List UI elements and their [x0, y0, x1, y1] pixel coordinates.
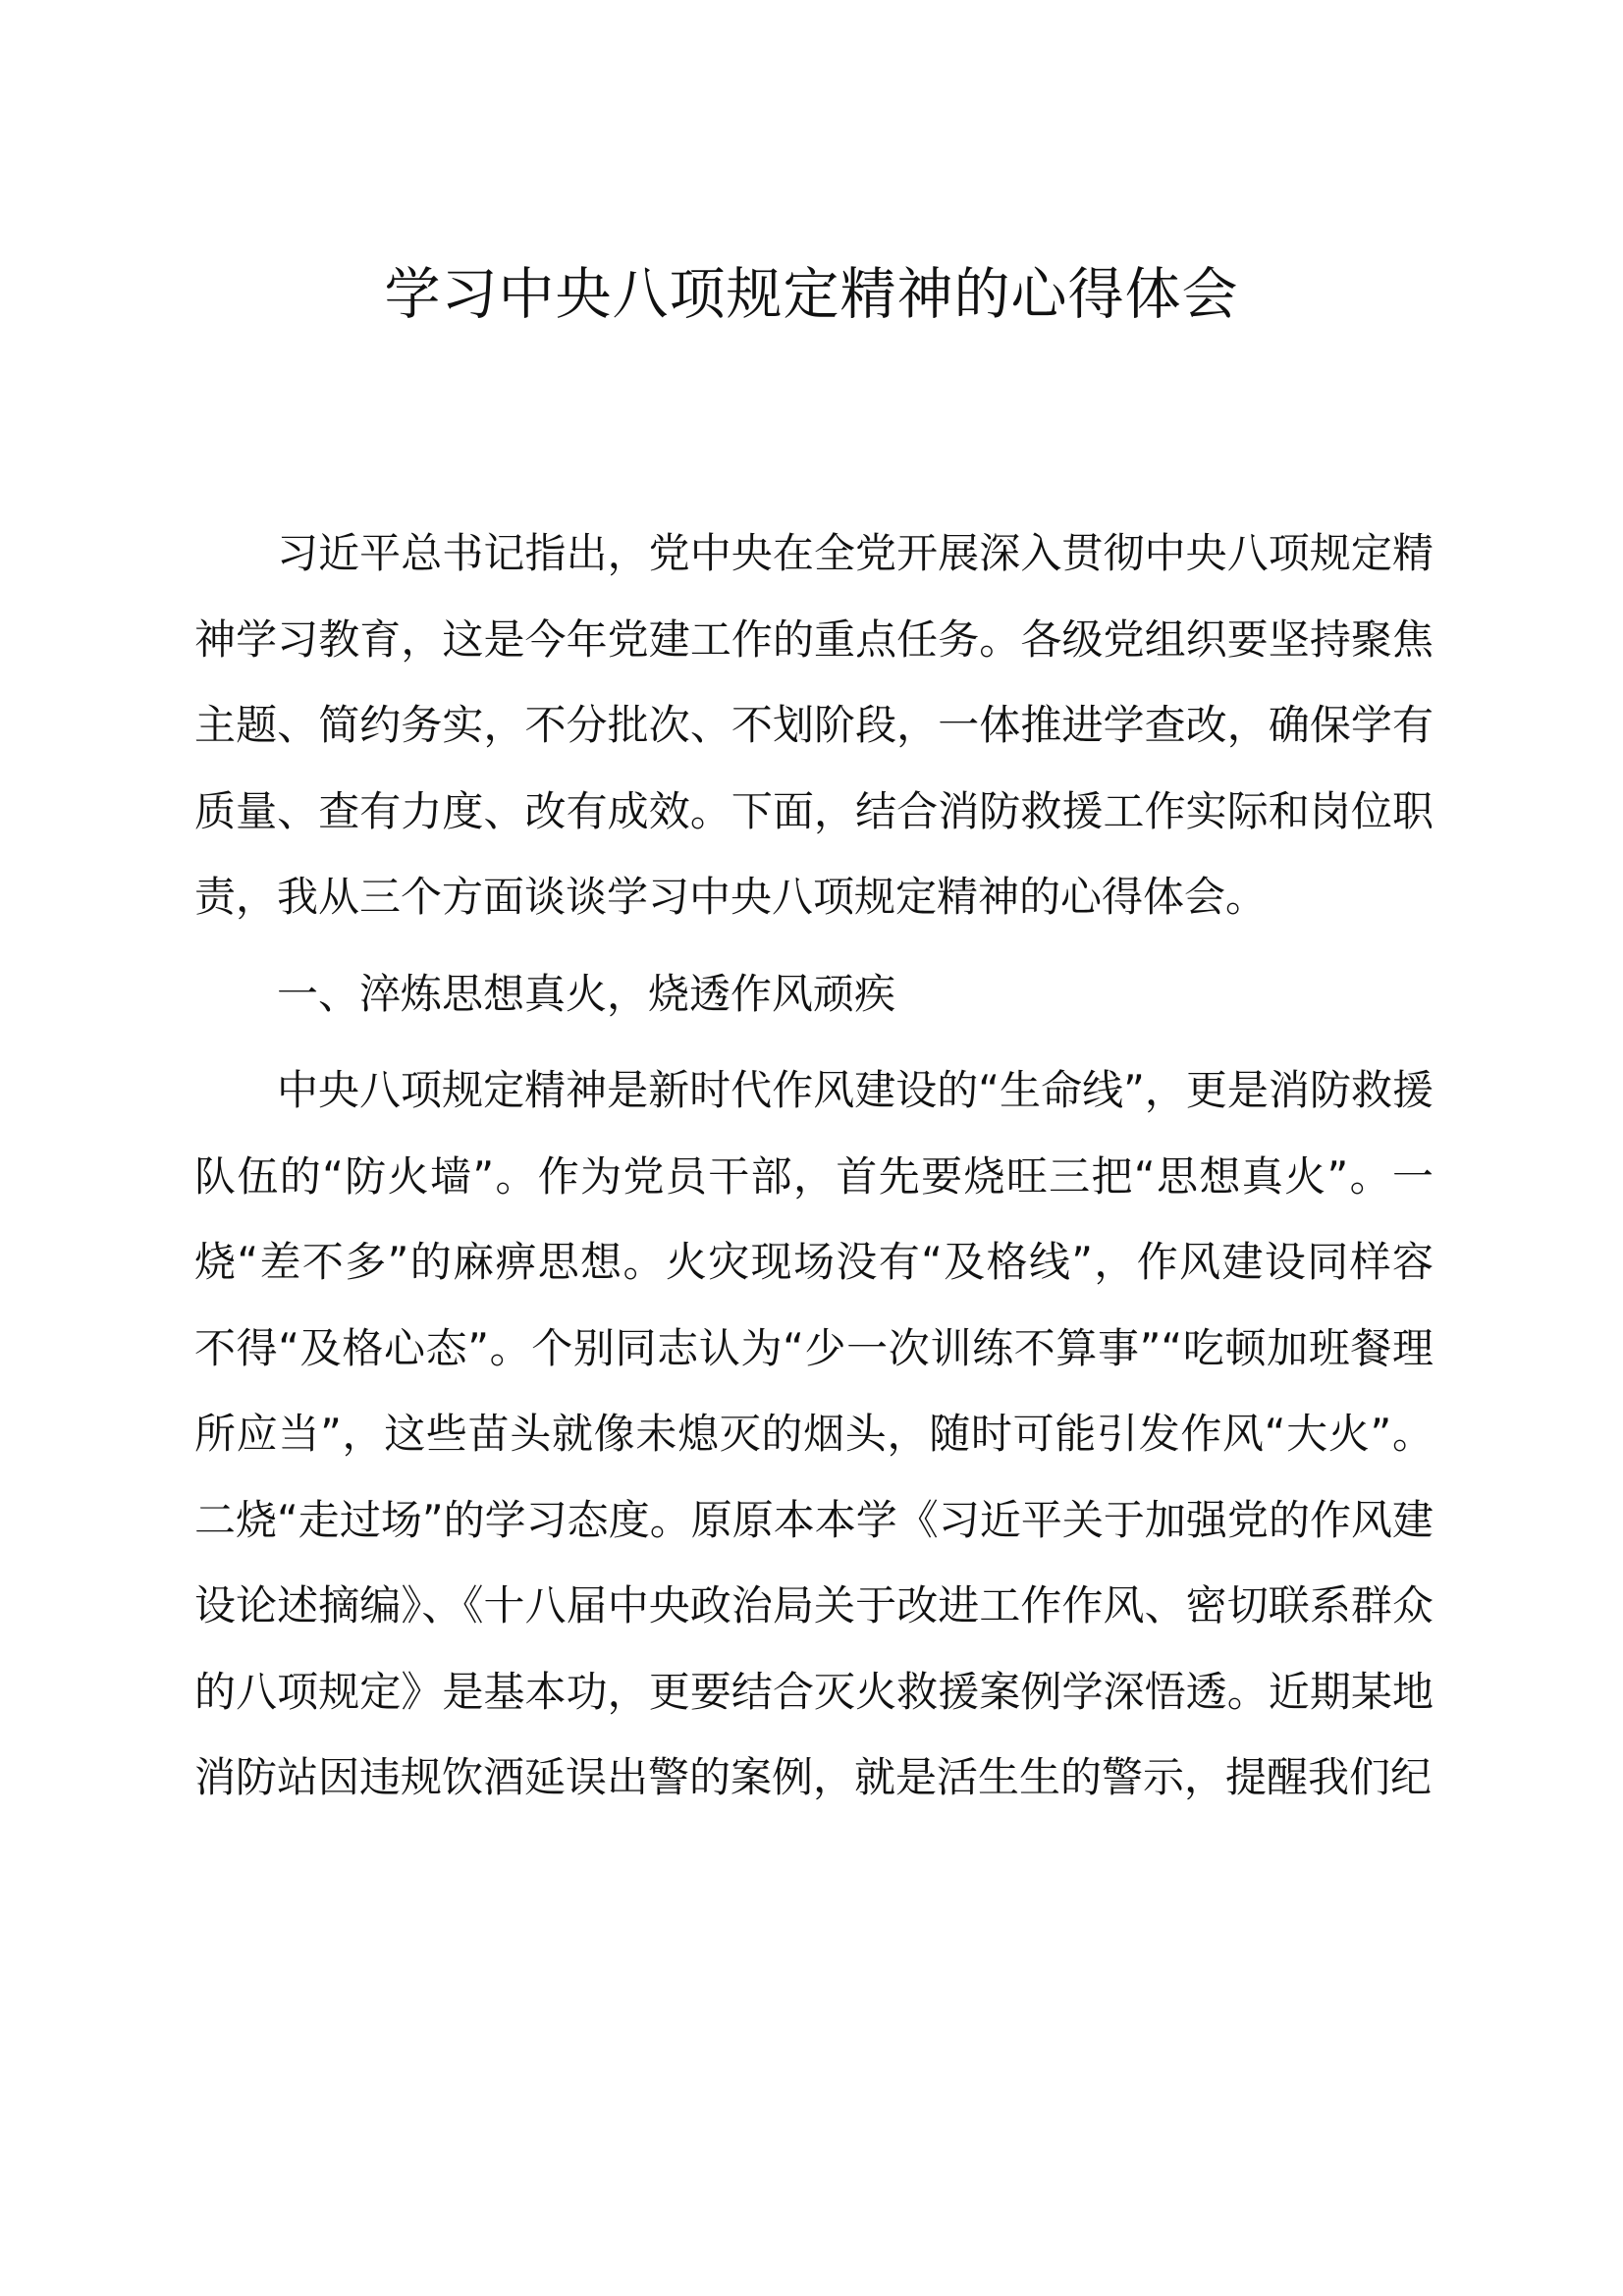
- section-1-paragraph: 中央八项规定精神是新时代作风建设的“生命线”，更是消防救援队伍的“防火墙”。作为党员干部，首先要烧旺三把“思想真火”。一烧“差不多”的麻痹思想。火灾现场没有“及格线”，作风建设同样容不得“及格心态”。个别同志认为“少一次训练不算事”“吃顿加班餐理所应当”，这些苗头就像未熄灭的烟头，随时可能引发作风“大火”。二烧“走过场”的学习态度。原原本本学《习近平关于加强党的作风建设论述摘编》、《十八届中央政治局关于改进工作作风、密切联系群众的八项规定》是基本功，更要结合灭火救援案例学深悟透。近期某地消防站因违规饮酒延误出警的案例，就是活生生的警示，提醒我们纪: [194, 1066, 1434, 1801]
- section-heading-1: 一、淬炼思想真火，烧透作风顽疾: [277, 969, 896, 1018]
- intro-paragraph: 习近平总书记指出，党中央在全党开展深入贯彻中央八项规定精神学习教育，这是今年党建工作的重点任务。各级党组织要坚持聚焦主题、简约务实，不分批次、不划阶段，一体推进学查改，确保学有质量、查有力度、改有成效。下面，结合消防救援工作实际和岗位职责，我从三个方面谈谈学习中央八项规定精神的心得体会。: [194, 529, 1434, 921]
- document-body: [194, 510, 1434, 1821]
- document-title: 学习中央八项规定精神的心得体会: [384, 262, 1239, 327]
